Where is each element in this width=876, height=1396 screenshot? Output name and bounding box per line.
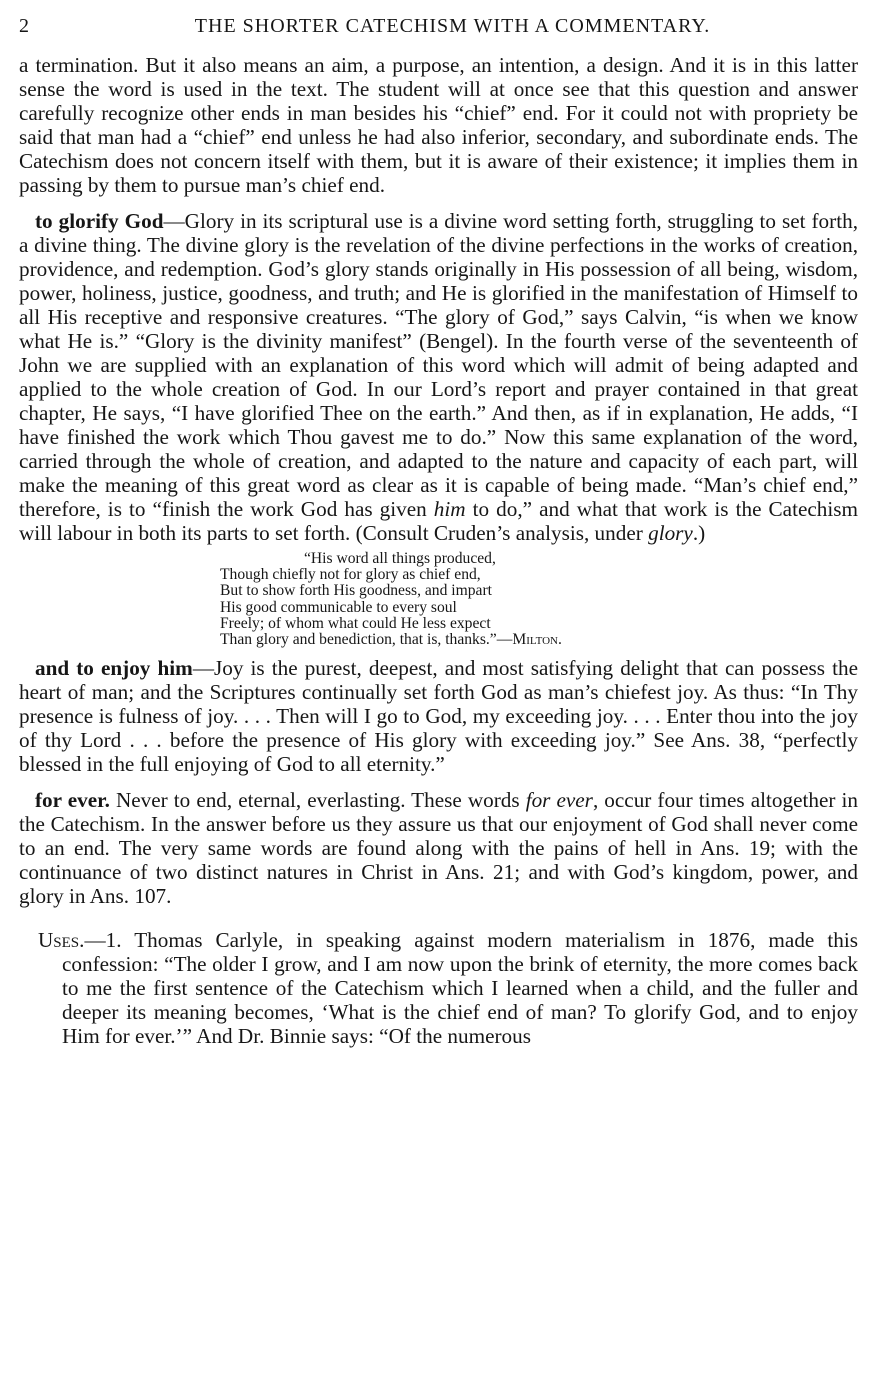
poem-line: Freely; of whom what could He less expect [220, 614, 491, 632]
italic-glory: glory [648, 521, 693, 545]
term-to-glorify-god: to glorify God [35, 209, 164, 233]
poem-line-last [220, 632, 858, 648]
forever-text-a: Never to end, eternal, everlasting. These words [109, 788, 526, 813]
italic-for-ever: for ever [525, 788, 593, 813]
italic-him: him [433, 497, 466, 521]
term-for-ever: for ever. [35, 788, 110, 813]
running-title: THE SHORTER CATECHISM WITH A COMMENTARY. [194, 15, 711, 37]
poem-line: Though chiefly not for glory as chief end, [220, 566, 481, 584]
milton-quotation [220, 551, 858, 648]
paragraph-uses [19, 928, 858, 1048]
paragraph-enjoy-him [19, 656, 858, 776]
enjoy-text: —Joy is the purest, deepest, and most satisfying delight that can possess the heart of man; and the Scriptures continually set forth God as man’s chiefest joy. As thus: “In Thy presence is fulness of joy. . . . Then will I go to God, my exceeding joy. . . . Enter thou into the joy of thy Lord . . . before the presence of His glory with exceeding joy.” See Ans. 38, “perfectly blessed in the full enjoying of God to all eternity.” [19, 656, 858, 777]
poem-line: But to show forth His goodness, and impart [220, 582, 493, 600]
poem-author: Milton. [512, 631, 562, 649]
poem-line: “His word all things produced, [304, 550, 496, 567]
poem-line: Than glory and benediction, that is, thanks.”— [220, 631, 513, 649]
poem-line: His good communicable to every soul [220, 598, 457, 616]
term-and-to-enjoy-him: and to enjoy him [35, 656, 193, 681]
forever-text-b: , occur four times altogether in the Catechism. In the answer before us they assure us that our enjoyment of God shall never come to an end. The very same words are found along with the pains of hell in Ans. 19; with the continuance of two distinct natures in Christ in Ans. 21; and with God’s kingdom, power, and glory in Ans. 107. [19, 788, 858, 909]
page-number: 2 [19, 15, 30, 37]
glorify-text-b: to do,” and what that work is the Catechism will labour in both its parts to set forth. (Consult Cruden’s analysis, under [19, 497, 858, 545]
uses-label: Uses. [38, 928, 85, 953]
page-header [19, 14, 858, 40]
uses-text: —1. Thomas Carlyle, in speaking against modern materialism in 1876, made this confession: “The older I grow, and I am now upon the brink of eternity, the more comes back to me the first sentence of the Catechism which I learned when a child, and the fuller and deeper its meaning becomes, ‘What is the chief end of man? To glorify God, and to enjoy Him for ever.’” And Dr. Binnie says: “Of the numerous [62, 928, 858, 1049]
glorify-text-c: .) [692, 521, 706, 545]
glorify-text-a: —Glory in its scriptural use is a divine word setting forth, struggling to set forth, a divine thing. The divine glory is the revelation of the divine perfections in the works of creation, providence, and redemption. God’s glory stands originally in His possession of all being, wisdom, power, holiness, justice, goodness, and truth; and He is glorified in the manifestation of Himself to all His receptive and responsive creatures. “The glory of God,” says Calvin, “is when we know what He is.” “Glory is the divinity manifest” (Bengel). In the fourth verse of the seventeenth of John we are supplied with an explanation of this word which will admit of being adapted and applied to the whole creation of God. In our Lord’s report and prayer contained in that great chapter, He says, “I have glorified Thee on the earth.” And then, as if in explanation, He adds, “I have finished the work which Thou gavest me to do.” Now this same explanation of the word, carried through the whole of creation, and adapted to the nature and capacity of each part, will make the meaning of this great word as clear as it is capable of being made. “Man’s chief end,” therefore, is to “finish the work God has given [19, 209, 858, 521]
paragraph-glorify-god [19, 209, 858, 545]
paragraph-for-ever [19, 788, 858, 908]
paragraph-termination: a termination. But it also means an aim, a purpose, an intention, a design. And it is in this latter sense the word is used in the text. The student will at once see that this question and answer carefully recognize other ends in man besides his “chief” end. For it could not with propriety be said that man had a “chief” end unless he had also inferior, secondary, and subordinate ends. The Catechism does not concern itself with them, but it is aware of their existence; it implies them in passing by them to pursue man’s chief end. [19, 53, 858, 197]
